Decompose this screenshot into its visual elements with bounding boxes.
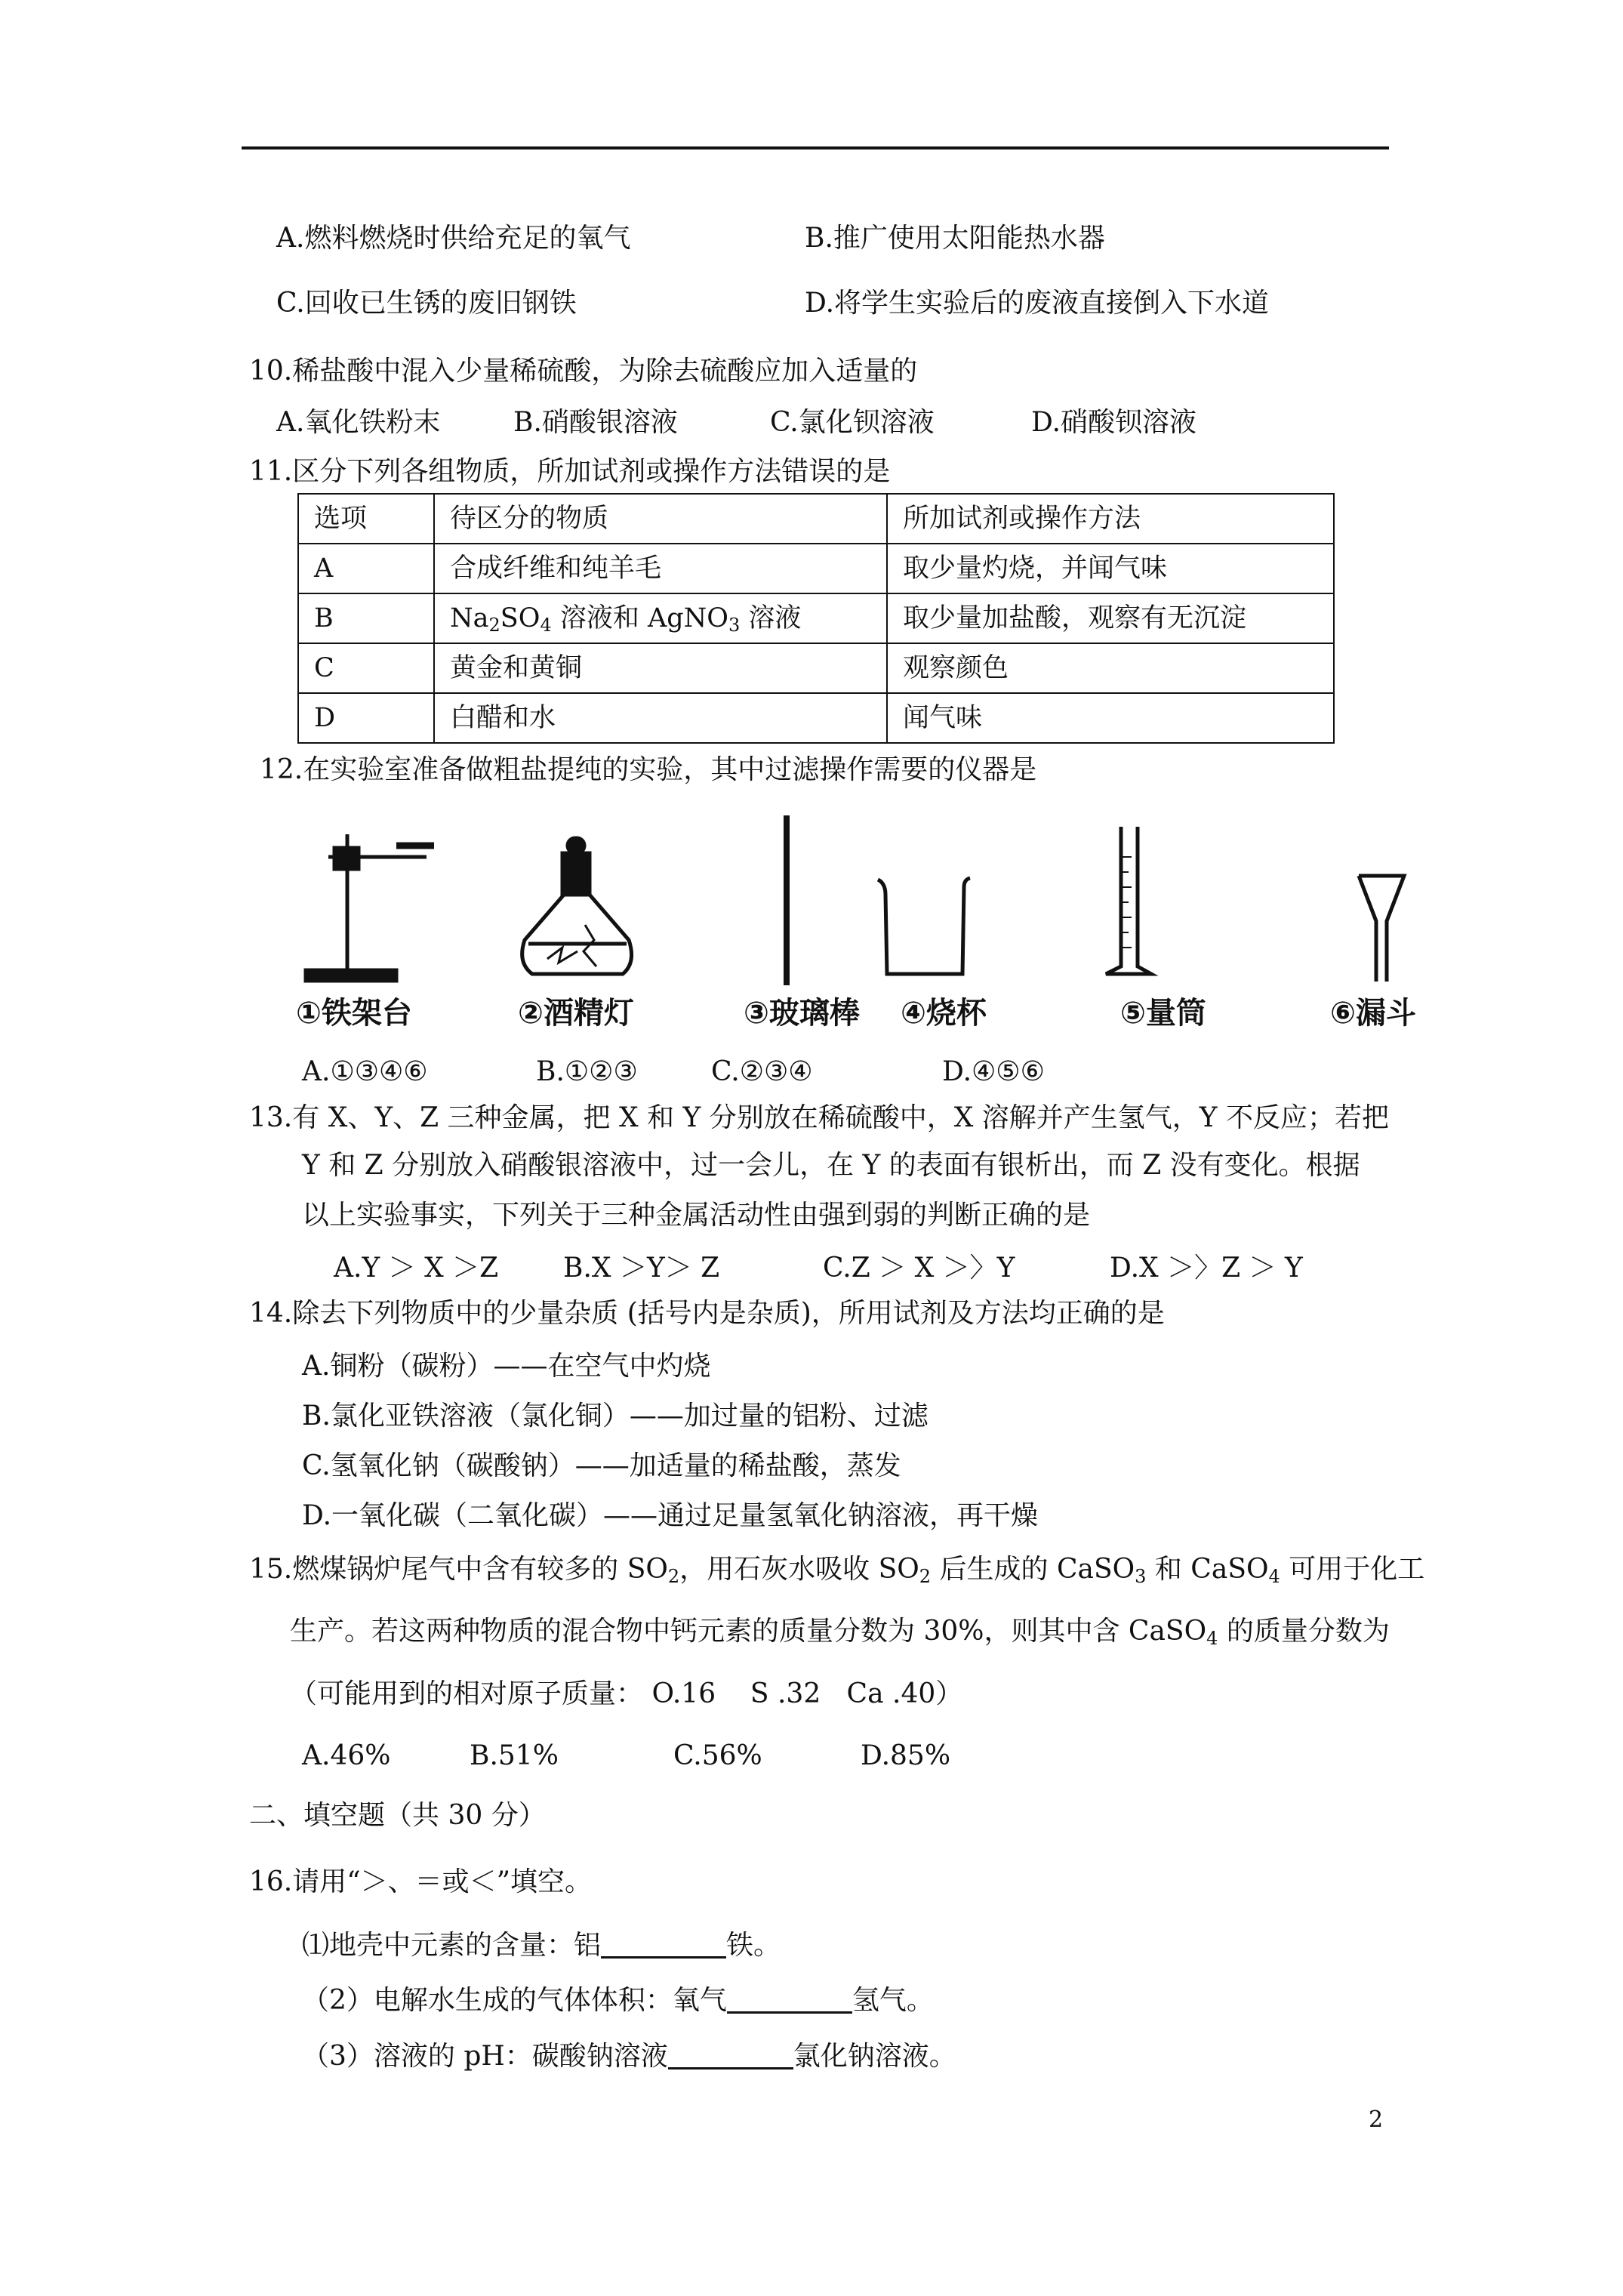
answer-blank-1[interactable] bbox=[601, 1929, 726, 1959]
q16-item-1: ⑴地壳中元素的含量：铝 铁。 bbox=[302, 1930, 781, 1961]
q14-option-c: C.氢氧化钠（碳酸钠）——加适量的稀盐酸，蒸发 bbox=[302, 1450, 901, 1481]
q13-option-c: C.Z ＞ X ＞〉Y bbox=[823, 1253, 1015, 1284]
q13-option-d: D.X ＞〉Z ＞ Y bbox=[1110, 1253, 1303, 1284]
q10-option-d: D.硝酸钡溶液 bbox=[1031, 407, 1197, 438]
q12-option-d: D.④⑤⑥ bbox=[942, 1056, 1045, 1087]
answer-blank-2[interactable] bbox=[727, 1984, 852, 2014]
table-header-row bbox=[298, 494, 1334, 544]
header-rule bbox=[242, 146, 1389, 149]
iron-stand-icon bbox=[306, 834, 434, 981]
funnel-icon bbox=[1359, 876, 1404, 982]
section-title: 二、填空题（共 30 分） bbox=[249, 1800, 546, 1831]
row-option: C bbox=[298, 643, 434, 693]
answer-blank-3[interactable] bbox=[668, 2040, 793, 2069]
graduated-cylinder-icon bbox=[1106, 827, 1151, 974]
row-method: 取少量灼烧，并闻气味 bbox=[887, 544, 1334, 593]
row-option: D bbox=[298, 693, 434, 743]
q14-option-b: B.氯化亚铁溶液（氯化铜）——加过量的铝粉、过滤 bbox=[302, 1401, 929, 1432]
caption-funnel: ⑥漏斗 bbox=[1330, 996, 1416, 1031]
page-number: 2 bbox=[1369, 2106, 1384, 2133]
q14-option-a: A.铜粉（碳粉）——在空气中灼烧 bbox=[302, 1351, 711, 1382]
q10-option-b: B.硝酸银溶液 bbox=[513, 407, 678, 438]
q15-option-b: B.51% bbox=[470, 1740, 559, 1771]
row-substances: 合成纤维和纯羊毛 bbox=[434, 544, 887, 593]
q15-line-3: （可能用到的相对原子质量： O.16 S .32 Ca .40） bbox=[290, 1678, 963, 1709]
q13-line-1: 13.有 X、Y、Z 三种金属，把 X 和 Y 分别放在稀硫酸中，X 溶解并产生氢气，Y 不反应；若把 bbox=[249, 1102, 1389, 1133]
row-method: 观察颜色 bbox=[887, 643, 1334, 693]
row-option: B bbox=[298, 593, 434, 643]
header-method: 所加试剂或操作方法 bbox=[887, 494, 1334, 544]
row-substances: $Na_2SO_4$ 溶液和 AgNO$_3$ 溶液 bbox=[434, 593, 887, 643]
table-row bbox=[298, 693, 1334, 743]
caption-glass-rod: ③玻璃棒 bbox=[744, 996, 860, 1031]
table-row bbox=[298, 544, 1334, 593]
q13-option-a: A.Y ＞ X ＞Z bbox=[334, 1253, 499, 1284]
table-row bbox=[298, 593, 1334, 643]
q13-option-b: B.X ＞Y＞ Z bbox=[563, 1253, 720, 1284]
q12-option-b: B.①②③ bbox=[536, 1056, 638, 1087]
q9-option-c: C.回收已生锈的废旧钢铁 bbox=[276, 288, 577, 319]
header-option: 选项 bbox=[298, 494, 434, 544]
beaker-icon bbox=[878, 878, 970, 974]
q10-stem: 10.稀盐酸中混入少量稀硫酸，为除去硫酸应加入适量的 bbox=[249, 356, 918, 387]
q15-line-1: 15.燃煤锅炉尾气中含有较多的 $SO_2$，用石灰水吸收 $SO_2$ 后生成的 CaSO$_3$ 和 CaSO$_4$ 可用于化工 bbox=[249, 1554, 1425, 1587]
q9-option-d: D.将学生实验后的废液直接倒入下水道 bbox=[805, 288, 1270, 319]
q12-stem: 12.在实验室准备做粗盐提纯的实验，其中过滤操作需要的仪器是 bbox=[260, 754, 1037, 785]
q16-stem: 16.请用“＞、＝或＜”填空。 bbox=[249, 1866, 593, 1897]
q9-option-b: B.推广使用太阳能热水器 bbox=[805, 223, 1105, 254]
table-row bbox=[298, 643, 1334, 693]
q10-option-a: A.氧化铁粉末 bbox=[276, 407, 441, 438]
caption-graduated-cylinder: ⑤量筒 bbox=[1120, 996, 1206, 1031]
q12-option-c: C.②③④ bbox=[711, 1056, 813, 1087]
q13-line-2: Y 和 Z 分别放入硝酸银溶液中，过一会儿，在 Y 的表面有银析出，而 Z 没有变化。根据 bbox=[302, 1150, 1360, 1181]
q10-option-c: C.氯化钡溶液 bbox=[770, 407, 935, 438]
q15-option-d: D.85% bbox=[861, 1740, 951, 1771]
q14-stem: 14.除去下列物质中的少量杂质 (括号内是杂质)，所用试剂及方法均正确的是 bbox=[249, 1298, 1165, 1329]
caption-iron-stand: ①铁架台 bbox=[296, 996, 412, 1031]
lab-apparatus-figure bbox=[298, 812, 1431, 1038]
q15-option-c: C.56% bbox=[673, 1740, 762, 1771]
alcohol-lamp-icon bbox=[522, 838, 632, 974]
q14-option-d: D.一氧化碳（二氧化碳）——通过足量氢氧化钠溶液，再干燥 bbox=[302, 1500, 1039, 1531]
q15-line-2: 生产。若这两种物质的混合物中钙元素的质量分数为 30%，则其中含 CaSO$_4$ 的质量分数为 bbox=[290, 1616, 1390, 1649]
q11-table bbox=[297, 493, 1335, 744]
row-method: 取少量加盐酸，观察有无沉淀 bbox=[887, 593, 1334, 643]
row-substances: 黄金和黄铜 bbox=[434, 643, 887, 693]
row-method: 闻气味 bbox=[887, 693, 1334, 743]
row-option: A bbox=[298, 544, 434, 593]
header-substances: 待区分的物质 bbox=[434, 494, 887, 544]
q11-stem: 11.区分下列各组物质，所加试剂或操作方法错误的是 bbox=[249, 456, 891, 487]
caption-beaker: ④烧杯 bbox=[901, 996, 987, 1031]
row-substances: 白醋和水 bbox=[434, 693, 887, 743]
q9-option-a: A.燃料燃烧时供给充足的氧气 bbox=[276, 223, 631, 254]
caption-alcohol-lamp: ②酒精灯 bbox=[518, 996, 634, 1031]
q13-line-3: 以上实验事实，下列关于三种金属活动性由强到弱的判断正确的是 bbox=[302, 1200, 1091, 1231]
q16-item-3: （3）溶液的 pH：碳酸钠溶液 氯化钠溶液。 bbox=[302, 2041, 956, 2072]
q16-item-2: （2）电解水生成的气体体积：氧气 氢气。 bbox=[302, 1985, 934, 2016]
q12-option-a: A.①③④⑥ bbox=[302, 1056, 428, 1087]
q15-option-a: A.46% bbox=[302, 1740, 391, 1771]
